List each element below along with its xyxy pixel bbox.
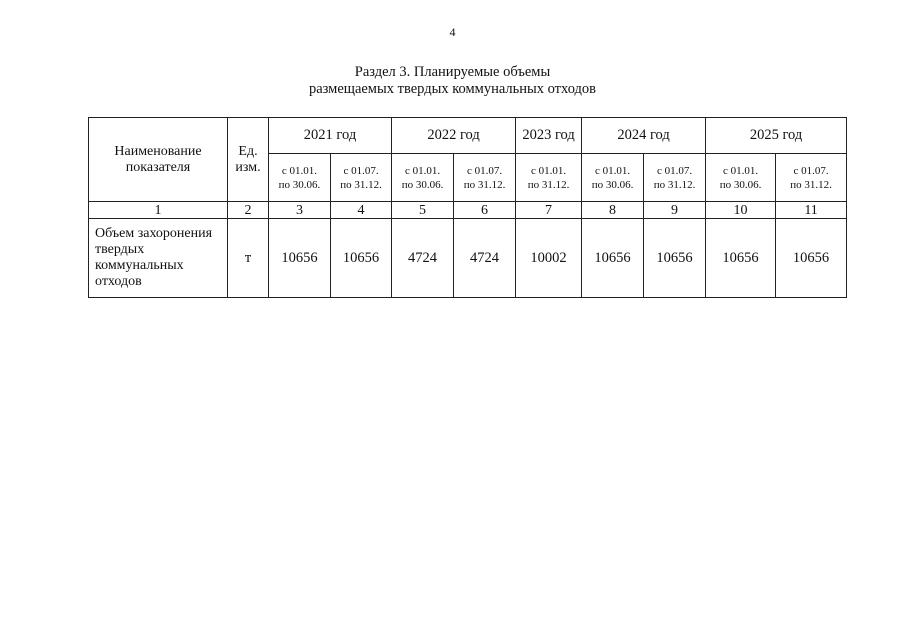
header-period	[644, 154, 706, 202]
header-year-2021: 2021 год	[269, 118, 392, 154]
header-period	[776, 154, 847, 202]
indicator-name-line: Объем захоронения	[95, 226, 213, 241]
header-period	[706, 154, 776, 202]
period-end: по 30.06.	[278, 178, 321, 191]
value-cell: 10656	[644, 219, 706, 298]
header-year-2024: 2024 год	[582, 118, 706, 154]
period-end: по 31.12.	[653, 178, 696, 191]
header-unit-line-1: Ед.	[238, 143, 258, 159]
waste-volumes-table	[88, 117, 847, 298]
header-indicator-name: Наименование показателя	[89, 118, 228, 202]
period-start: с 01.07.	[656, 164, 693, 177]
period-end: по 31.12.	[527, 178, 570, 191]
period-end: по 31.12.	[790, 178, 832, 191]
period-start: с 01.01.	[530, 164, 567, 177]
header-period	[582, 154, 644, 202]
column-number: 10	[706, 202, 776, 219]
column-number: 9	[644, 202, 706, 219]
period-start: с 01.07.	[793, 164, 829, 177]
indicator-name-line: коммунальных	[95, 258, 184, 273]
indicator-name-line: отходов	[95, 274, 142, 289]
page-number: 4	[449, 25, 456, 39]
period-start: с 01.01.	[722, 164, 759, 177]
header-year-2025: 2025 год	[706, 118, 847, 154]
period-end: по 31.12.	[463, 178, 506, 191]
column-number: 7	[516, 202, 582, 219]
header-row-column-numbers	[89, 202, 847, 219]
column-number: 8	[582, 202, 644, 219]
period-start: с 01.01.	[281, 164, 318, 177]
column-number: 2	[228, 202, 269, 219]
period-end: по 31.12.	[340, 178, 382, 191]
column-number: 6	[454, 202, 516, 219]
header-period	[331, 154, 392, 202]
value-cell: 10656	[269, 219, 331, 298]
period-start: с 01.01.	[404, 164, 441, 177]
section-title	[0, 64, 905, 98]
header-unit-line-2: изм.	[235, 159, 261, 175]
header-unit	[228, 118, 269, 202]
value-cell: 4724	[392, 219, 454, 298]
unit-cell: т	[228, 219, 269, 298]
column-number: 4	[331, 202, 392, 219]
header-period	[454, 154, 516, 202]
period-start: с 01.01.	[594, 164, 631, 177]
value-cell: 10002	[516, 219, 582, 298]
header-period	[269, 154, 331, 202]
header-year-2022: 2022 год	[392, 118, 516, 154]
period-start: с 01.07.	[466, 164, 503, 177]
header-row-years	[89, 118, 847, 154]
header-period	[392, 154, 454, 202]
value-cell: 10656	[776, 219, 847, 298]
indicator-name-line: твердых	[95, 242, 145, 257]
value-cell: 4724	[454, 219, 516, 298]
period-end: по 30.06.	[401, 178, 444, 191]
value-cell: 10656	[706, 219, 776, 298]
period-start: с 01.07.	[343, 164, 379, 177]
value-cell: 10656	[331, 219, 392, 298]
column-number: 11	[776, 202, 847, 219]
value-cell: 10656	[582, 219, 644, 298]
header-period	[516, 154, 582, 202]
table-row	[89, 219, 847, 298]
header-year-2023: 2023 год	[516, 118, 582, 154]
section-title-line-1: Раздел 3. Планируемые объемы	[354, 64, 551, 80]
period-end: по 30.06.	[591, 178, 634, 191]
column-number: 1	[89, 202, 228, 219]
column-number: 3	[269, 202, 331, 219]
indicator-name-cell	[89, 219, 228, 298]
column-number: 5	[392, 202, 454, 219]
period-end: по 30.06.	[719, 178, 762, 191]
section-title-line-2: размещаемых твердых коммунальных отходов	[308, 81, 597, 97]
